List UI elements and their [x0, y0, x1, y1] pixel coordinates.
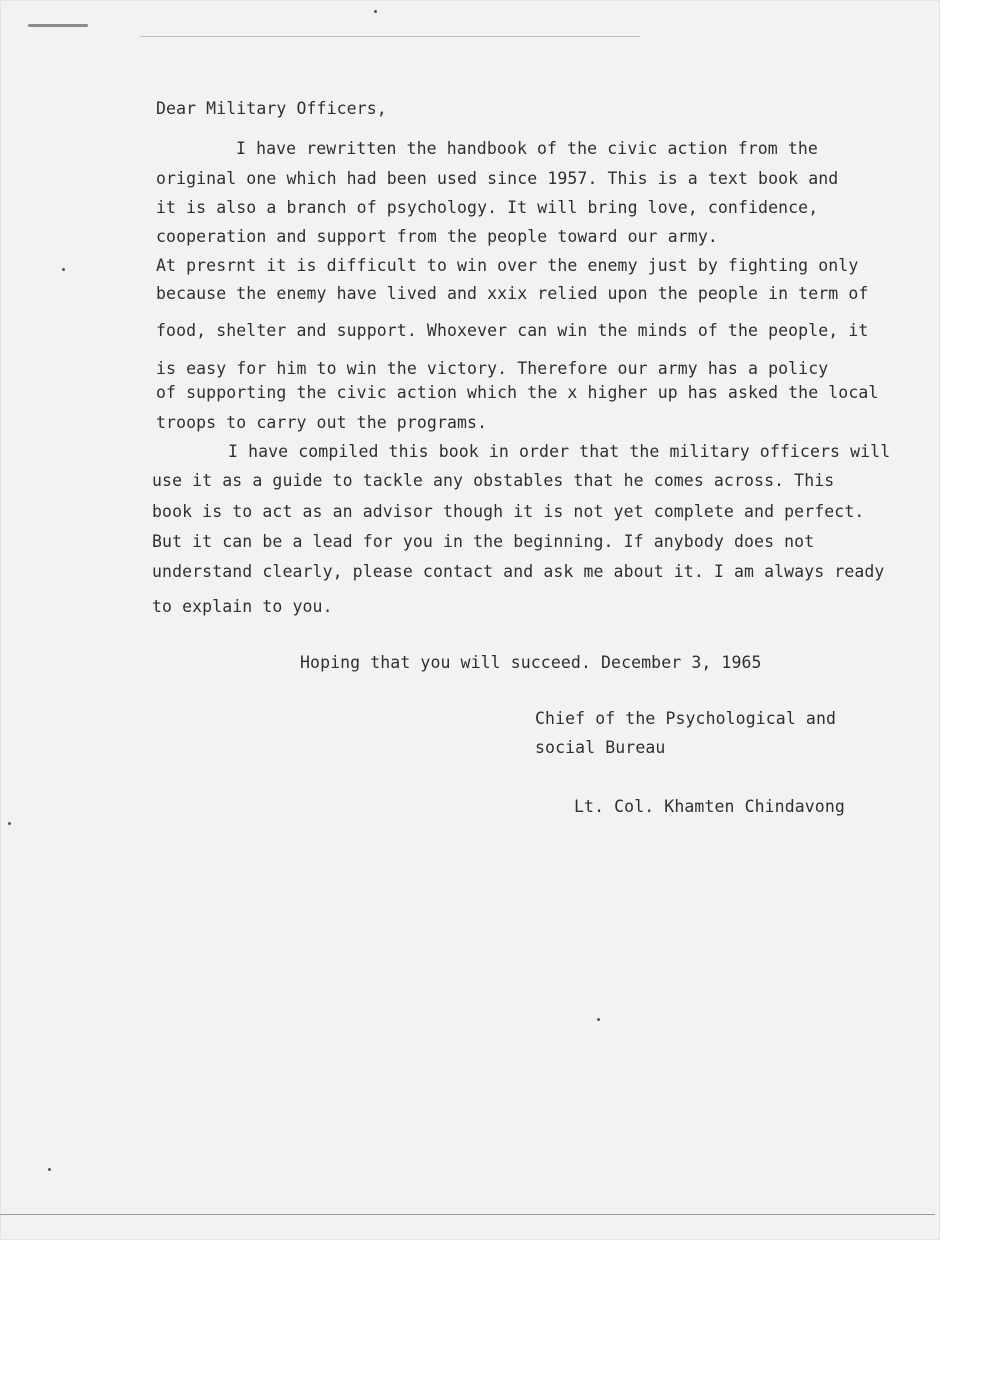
body-line: At presrnt it is difficult to win over the enemy just by fighting only [156, 256, 859, 275]
signature-name: Lt. Col. Khamten Chindavong [574, 797, 845, 816]
body-line: food, shelter and support. Whoxever can win the minds of the people, it [156, 321, 869, 340]
signature-title: Chief of the Psychological and [535, 709, 837, 728]
paper-speck [374, 10, 377, 13]
paper-speck [8, 822, 11, 825]
body-line: troops to carry out the programs. [156, 413, 488, 432]
paper-speck [48, 1168, 51, 1171]
closing-line: Hoping that you will succeed. December 3, 1965 [300, 653, 762, 672]
body-line: of supporting the civic action which the x higher up has asked the local [156, 383, 879, 402]
body-line: I have rewritten the handbook of the civic action from the [236, 139, 818, 158]
body-line: because the enemy have lived and xxix relied upon the people in term of [156, 284, 869, 303]
body-line: But it can be a lead for you in the beginning. If anybody does not [152, 532, 815, 551]
page-bottom-edge [0, 1214, 935, 1215]
body-line: use it as a guide to tackle any obstables that he comes across. This [152, 471, 835, 490]
paper-speck [62, 268, 65, 271]
paper-speck [597, 1018, 600, 1021]
body-line: to explain to you. [152, 597, 333, 616]
page-crease [140, 36, 640, 37]
body-line: book is to act as an advisor though it is not yet complete and perfect. [152, 502, 865, 521]
body-line: understand clearly, please contact and ask me about it. I am always ready [152, 562, 885, 581]
body-line: it is also a branch of psychology. It will bring love, confidence, [156, 198, 819, 217]
body-line: cooperation and support from the people toward our army. [156, 227, 718, 246]
signature-title: social Bureau [535, 738, 666, 757]
salutation: Dear Military Officers, [156, 99, 387, 118]
body-line: I have compiled this book in order that the military officers will [228, 442, 891, 461]
body-line: is easy for him to win the victory. Therefore our army has a policy [156, 359, 829, 378]
body-line: original one which had been used since 1957. This is a text book and [156, 169, 839, 188]
staple-mark [28, 24, 88, 27]
